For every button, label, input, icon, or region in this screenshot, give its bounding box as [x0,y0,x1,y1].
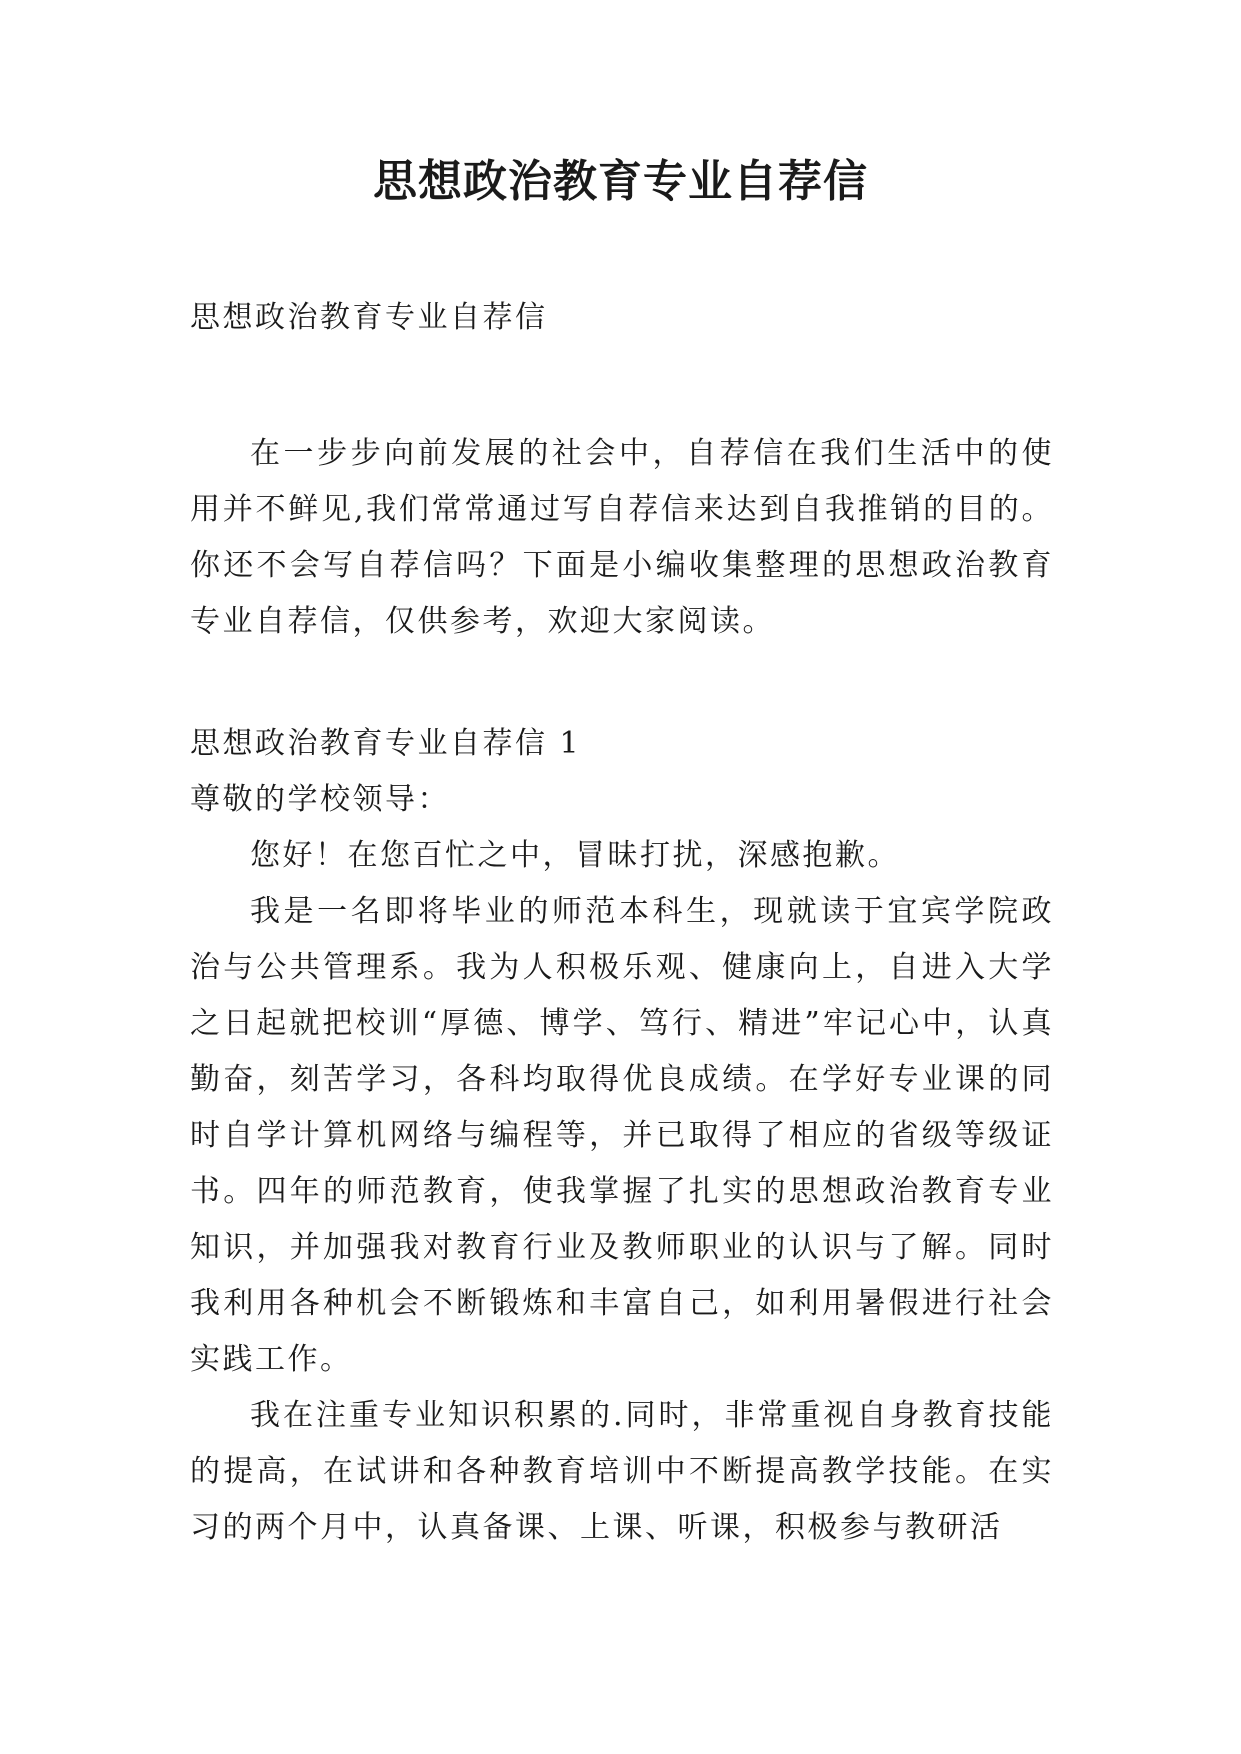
intro-paragraph: 在一步步向前发展的社会中，自荐信在我们生活中的使用并不鲜见,我们常常通过写自荐信来达到自我推销的目的。你还不会写自荐信吗？下面是小编收集整理的思想政治教育专业自荐信，仅供参考，欢迎大家阅读。 [190,436,1054,639]
body-paragraph: 我在注重专业知识积累的.同时，非常重视自身教育技能的提高，在试讲和各种教育培训中不断提高教学技能。在实习的两个月中，认真备课、上课、听课，积极参与教研活 [190,1398,1054,1545]
body-paragraph: 我是一名即将毕业的师范本科生，现就读于宜宾学院政治与公共管理系。我为人积极乐观、健康向上，自进入大学之日起就把校训“厚德、博学、笃行、精进”牢记心中，认真勤奋，刻苦学习，各科均取得优良成绩。在学好专业课的同时自学计算机网络与编程等，并已取得了相应的省级等级证书。四年的师范教育，使我掌握了扎实的思想政治教育专业知识，并加强我对教育行业及教师职业的认识与了解。同时我利用各种机会不断锻炼和丰富自己，如利用暑假进行社会实践工作。 [190,894,1054,1377]
salutation: 尊敬的学校领导： [190,782,450,817]
document-title: 思想政治教育专业自荐信 [373,156,868,207]
section-heading: 思想政治教育专业自荐信 1 [190,726,582,761]
document-subtitle: 思想政治教育专业自荐信 [190,300,548,335]
body-paragraph: 您好！在您百忙之中，冒昧打扰，深感抱歉。 [250,838,900,873]
document-body [190,290,1054,1556]
